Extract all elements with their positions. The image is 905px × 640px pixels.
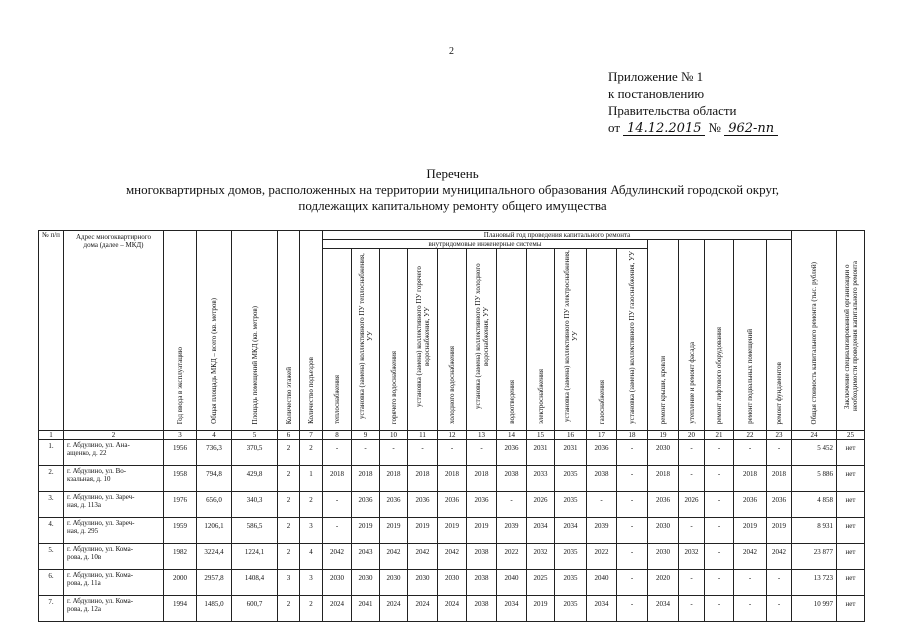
header-work-6	[467, 249, 497, 431]
row-number: 1.	[39, 440, 64, 466]
header-conclusion-text: Заключение специализированной организации о необходимости проведения капитального ремонта	[842, 261, 859, 412]
row-work-year: -	[705, 570, 734, 596]
column-number: 22	[734, 431, 767, 440]
row-work-year: 2018	[467, 466, 497, 492]
row-work-year: -	[679, 570, 705, 596]
table-row	[39, 440, 865, 466]
row-work-year: -	[352, 440, 380, 466]
header-work-1	[323, 249, 352, 431]
row-work-year: 2042	[767, 544, 792, 570]
row-work-year: 2019	[734, 518, 767, 544]
header-work-14	[705, 240, 734, 431]
column-number: 23	[767, 431, 792, 440]
row-number: 6.	[39, 570, 64, 596]
row-work-year: -	[617, 518, 648, 544]
row-address	[64, 518, 164, 544]
row-work-year: 2019	[352, 518, 380, 544]
row-work-year: -	[467, 440, 497, 466]
column-number: 19	[648, 431, 679, 440]
row-work-year: 2019	[380, 518, 408, 544]
row-year: 1956	[164, 440, 197, 466]
row-work-year: 2019	[527, 596, 555, 622]
table-row	[39, 466, 865, 492]
header-work-16	[767, 240, 792, 431]
handwritten-date: 14.12.2015	[623, 122, 705, 136]
column-number: 18	[617, 431, 648, 440]
column-number: 17	[587, 431, 617, 440]
header-work-5	[438, 249, 467, 431]
row-address	[64, 492, 164, 518]
row-work-year: 2042	[438, 544, 467, 570]
row-work-year: -	[734, 570, 767, 596]
row-entrances: 2	[300, 492, 323, 518]
row-entrances: 1	[300, 466, 323, 492]
header-work-11	[617, 249, 648, 431]
address-line-1: г. Абдулино, ул. Ана-	[67, 441, 130, 449]
row-work-year: 2042	[408, 544, 438, 570]
row-floors: 2	[278, 596, 300, 622]
row-total-area: 736,3	[197, 440, 232, 466]
row-premises-area: 586,5	[232, 518, 278, 544]
address-line-2: рова, д. 11а	[67, 579, 101, 587]
row-work-year: 2031	[527, 440, 555, 466]
row-work-year: -	[705, 492, 734, 518]
row-work-year: 2034	[648, 596, 679, 622]
row-work-year: 2024	[380, 596, 408, 622]
header-work-3-text: горячего водоснабжения	[389, 350, 398, 424]
row-address	[64, 544, 164, 570]
row-conclusion: нет	[837, 570, 865, 596]
appendix-line-1: Приложение № 1	[608, 69, 704, 84]
row-work-year: 2034	[497, 596, 527, 622]
header-floors	[278, 231, 300, 431]
address-line-1: г. Абдулино, ул. Кома-	[67, 597, 134, 605]
row-total-cost: 8 931	[792, 518, 837, 544]
column-number: 21	[705, 431, 734, 440]
row-work-year: 2018	[438, 466, 467, 492]
row-work-year: -	[497, 492, 527, 518]
row-work-year: 2026	[527, 492, 555, 518]
row-work-year: 2036	[648, 492, 679, 518]
row-address	[64, 440, 164, 466]
row-work-year: -	[323, 440, 352, 466]
appendix-line-2: к постановлению	[608, 86, 705, 101]
row-work-year: 2038	[497, 466, 527, 492]
row-work-year: 2038	[467, 570, 497, 596]
row-work-year: 2026	[679, 492, 705, 518]
row-work-year: 2041	[352, 596, 380, 622]
row-work-year: 2042	[323, 544, 352, 570]
row-floors: 2	[278, 440, 300, 466]
column-number: 20	[679, 431, 705, 440]
row-work-year: 2019	[767, 518, 792, 544]
number-label: №	[708, 120, 721, 135]
table-body	[39, 440, 865, 622]
row-year: 2000	[164, 570, 197, 596]
row-conclusion: нет	[837, 466, 865, 492]
row-work-year: -	[617, 596, 648, 622]
header-work-5-text: холодного водоснабжения	[448, 346, 456, 424]
header-total-area	[197, 231, 232, 431]
row-conclusion: нет	[837, 518, 865, 544]
row-conclusion: нет	[837, 492, 865, 518]
row-work-year: -	[679, 596, 705, 622]
row-work-year: -	[734, 440, 767, 466]
row-work-year: -	[617, 440, 648, 466]
address-line-2: ная, д. 295	[67, 527, 99, 535]
column-number: 11	[408, 431, 438, 440]
header-work-2-text: установка (замена) коллективного ПУ теплоснабжения, УУ	[357, 253, 374, 420]
row-address	[64, 596, 164, 622]
column-number: 7	[300, 431, 323, 440]
row-work-year: 2043	[352, 544, 380, 570]
header-year	[164, 231, 197, 431]
row-work-year: -	[679, 518, 705, 544]
header-work-4-text: установка (замена) коллективного ПУ горячего водоснабжения, УУ	[414, 266, 431, 407]
row-work-year: 2035	[555, 492, 587, 518]
header-work-8-text: электроснабжения	[536, 368, 545, 424]
address-line-2: ная, д. 113а	[67, 501, 101, 509]
header-premises-area-text: Площадь помещений МКД (кв. метров)	[250, 305, 259, 424]
row-work-year: 2038	[467, 596, 497, 622]
row-work-year: 2019	[438, 518, 467, 544]
column-number: 13	[467, 431, 497, 440]
title-line-3: подлежащих капитальному ремонту общего имущества	[298, 198, 607, 213]
row-number: 2.	[39, 466, 64, 492]
row-year: 1959	[164, 518, 197, 544]
row-entrances: 4	[300, 544, 323, 570]
document-title	[0, 166, 905, 214]
row-work-year: 2034	[527, 518, 555, 544]
row-work-year: 2019	[467, 518, 497, 544]
row-work-year: -	[617, 466, 648, 492]
row-premises-area: 1408,4	[232, 570, 278, 596]
row-work-year: 2018	[408, 466, 438, 492]
row-work-year: -	[679, 440, 705, 466]
column-number: 16	[555, 431, 587, 440]
column-number: 9	[352, 431, 380, 440]
row-work-year: -	[438, 440, 467, 466]
column-number: 4	[197, 431, 232, 440]
row-work-year: 2036	[587, 440, 617, 466]
row-work-year: -	[323, 518, 352, 544]
row-total-area: 656,0	[197, 492, 232, 518]
row-work-year: 2024	[323, 596, 352, 622]
header-work-9-text: установка (замена) коллективного ПУ электроснабжения, УУ	[562, 250, 579, 423]
header-total-cost	[792, 231, 837, 431]
row-work-year: 2036	[734, 492, 767, 518]
row-total-area: 1485,0	[197, 596, 232, 622]
table-row	[39, 544, 865, 570]
address-line-1: г. Абдулино, ул. Кома-	[67, 545, 134, 553]
row-work-year: 2030	[648, 440, 679, 466]
row-entrances: 3	[300, 570, 323, 596]
row-work-year: 2035	[555, 544, 587, 570]
row-conclusion: нет	[837, 596, 865, 622]
column-number: 15	[527, 431, 555, 440]
header-work-9	[555, 249, 587, 431]
row-floors: 2	[278, 518, 300, 544]
appendix-date-line	[608, 119, 778, 136]
row-work-year: 2024	[408, 596, 438, 622]
row-address	[64, 570, 164, 596]
row-work-year: 2040	[587, 570, 617, 596]
row-work-year: 2030	[648, 518, 679, 544]
column-number: 6	[278, 431, 300, 440]
row-work-year: -	[767, 596, 792, 622]
row-work-year: 2022	[587, 544, 617, 570]
column-number: 2	[64, 431, 164, 440]
row-work-year: 2034	[587, 596, 617, 622]
row-work-year: 2042	[380, 544, 408, 570]
row-work-year: -	[587, 492, 617, 518]
row-total-area: 2957,8	[197, 570, 232, 596]
row-work-year: 2038	[587, 466, 617, 492]
row-work-year: 2034	[555, 518, 587, 544]
row-total-area: 3224,4	[197, 544, 232, 570]
row-work-year: 2036	[467, 492, 497, 518]
row-total-cost: 5 886	[792, 466, 837, 492]
row-work-year: 2024	[438, 596, 467, 622]
header-work-13	[679, 240, 705, 431]
page-number: 2	[449, 46, 454, 57]
row-total-cost: 5 452	[792, 440, 837, 466]
row-work-year: 2035	[555, 570, 587, 596]
column-number: 8	[323, 431, 352, 440]
row-work-year: 2030	[352, 570, 380, 596]
row-work-year: 2042	[734, 544, 767, 570]
row-total-area: 794,8	[197, 466, 232, 492]
row-work-year: -	[705, 544, 734, 570]
header-work-14-text: ремонт лифтового оборудования	[715, 326, 723, 424]
column-number: 14	[497, 431, 527, 440]
row-number: 3.	[39, 492, 64, 518]
row-address	[64, 466, 164, 492]
row-work-year: 2030	[380, 570, 408, 596]
row-premises-area: 600,7	[232, 596, 278, 622]
header-work-2	[352, 249, 380, 431]
address-line-1: г. Абдулино, ул. Кома-	[67, 571, 134, 579]
address-line-2: рова, д. 10в	[67, 553, 102, 561]
row-work-year: 2033	[527, 466, 555, 492]
table-row	[39, 596, 865, 622]
column-number: 5	[232, 431, 278, 440]
title-line-1: Перечень	[426, 166, 479, 181]
row-work-year: 2036	[497, 440, 527, 466]
row-work-year: 2036	[408, 492, 438, 518]
header-work-6-text: установка (замена) коллективного ПУ холодного водоснабжения, УУ	[473, 263, 490, 410]
row-premises-area: 1224,1	[232, 544, 278, 570]
header-work-3	[380, 249, 408, 431]
header-floors-text: Количество этажей	[284, 366, 293, 424]
row-work-year: 2036	[380, 492, 408, 518]
header-work-11-text: установка (замена) коллективного ПУ газоснабжения, УУ	[628, 251, 636, 424]
row-total-cost: 10 997	[792, 596, 837, 622]
row-work-year: -	[617, 492, 648, 518]
row-work-year: -	[705, 596, 734, 622]
row-work-year: 2020	[648, 570, 679, 596]
row-work-year: -	[617, 570, 648, 596]
row-work-year: -	[408, 440, 438, 466]
row-work-year: 2031	[555, 440, 587, 466]
row-number: 7.	[39, 596, 64, 622]
row-work-year: 2018	[767, 466, 792, 492]
header-address: Адрес многоквартирного дома (далее – МКД)	[64, 231, 164, 431]
address-line-2: рова, д. 12а	[67, 605, 101, 613]
row-work-year: -	[705, 440, 734, 466]
column-number: 3	[164, 431, 197, 440]
handwritten-number: 962-пп	[724, 122, 778, 136]
row-work-year: 2018	[323, 466, 352, 492]
header-work-15-text: ремонт подвальных помещений	[746, 329, 754, 424]
header-entrances-text: Количество подъездов	[307, 357, 315, 424]
header-planned-year: Плановый год проведения капитального ремонта	[323, 231, 792, 240]
row-year: 1958	[164, 466, 197, 492]
row-floors: 2	[278, 544, 300, 570]
row-entrances: 2	[300, 440, 323, 466]
row-premises-area: 340,3	[232, 492, 278, 518]
row-work-year: 2030	[408, 570, 438, 596]
row-work-year: 2039	[587, 518, 617, 544]
header-entrances	[300, 231, 323, 431]
row-floors: 2	[278, 492, 300, 518]
row-work-year: -	[679, 466, 705, 492]
row-work-year: 2036	[352, 492, 380, 518]
header-work-4	[408, 249, 438, 431]
appendix-line-3: Правительства области	[608, 103, 737, 118]
header-work-12	[648, 240, 679, 431]
column-number: 24	[792, 431, 837, 440]
row-work-year: 2018	[380, 466, 408, 492]
header-total-area-text: Общая площадь МКД – всего (кв. метров)	[210, 298, 218, 424]
row-floors: 2	[278, 466, 300, 492]
row-work-year: -	[323, 492, 352, 518]
header-work-7	[497, 249, 527, 431]
row-number: 4.	[39, 518, 64, 544]
row-premises-area: 429,8	[232, 466, 278, 492]
row-work-year: -	[767, 570, 792, 596]
row-work-year: -	[380, 440, 408, 466]
row-work-year: 2035	[555, 596, 587, 622]
row-total-cost: 23 877	[792, 544, 837, 570]
row-work-year: 2039	[497, 518, 527, 544]
row-work-year: 2018	[352, 466, 380, 492]
row-work-year: 2032	[679, 544, 705, 570]
row-work-year: 2036	[438, 492, 467, 518]
address-line-1: г. Абдулино, ул. Зареч-	[67, 493, 135, 501]
address-line-1: г. Абдулино, ул. Зареч-	[67, 519, 135, 527]
row-work-year: 2036	[767, 492, 792, 518]
row-year: 1976	[164, 492, 197, 518]
row-work-year: 2035	[555, 466, 587, 492]
header-work-16-text: ремонт фундаментов	[775, 361, 783, 424]
row-work-year: -	[767, 440, 792, 466]
header-total-cost-text: Общая стоимость капитального ремонта (тыс. рублей)	[810, 261, 818, 424]
header-num: № п/п	[39, 231, 64, 431]
header-work-13-text: утепление и ремонт фасада	[687, 342, 696, 424]
row-premises-area: 370,5	[232, 440, 278, 466]
column-number: 12	[438, 431, 467, 440]
row-work-year: -	[617, 544, 648, 570]
row-total-area: 1206,1	[197, 518, 232, 544]
row-work-year: 2032	[527, 544, 555, 570]
column-numbers-row	[39, 431, 865, 440]
header-premises-area	[232, 231, 278, 431]
row-work-year: 2030	[648, 544, 679, 570]
row-work-year: 2025	[527, 570, 555, 596]
header-engineering: внутридомовые инженерные системы	[323, 240, 648, 249]
buildings-table	[38, 230, 865, 622]
address-line-2: кзальная, д. 10	[67, 475, 111, 483]
header-year-text: Год ввода в эксплуатацию	[176, 346, 184, 424]
row-total-cost: 4 858	[792, 492, 837, 518]
appendix-header	[608, 68, 778, 136]
row-work-year: 2040	[497, 570, 527, 596]
row-work-year: 2019	[408, 518, 438, 544]
column-number: 10	[380, 431, 408, 440]
title-line-2: многоквартирных домов, расположенных на территории муниципального образования Абдулинский городской округ,	[125, 182, 780, 197]
table-row	[39, 518, 865, 544]
row-number: 5.	[39, 544, 64, 570]
header-work-12-text: ремонт крыши, кровли	[659, 355, 667, 424]
from-label: от	[608, 120, 621, 135]
address-line-2: ащенко, д. 22	[67, 449, 107, 457]
row-conclusion: нет	[837, 440, 865, 466]
header-work-8	[527, 249, 555, 431]
row-work-year: -	[734, 596, 767, 622]
column-number: 1	[39, 431, 64, 440]
row-total-cost: 13 723	[792, 570, 837, 596]
row-work-year: 2018	[648, 466, 679, 492]
row-work-year: 2022	[497, 544, 527, 570]
header-work-15	[734, 240, 767, 431]
header-conclusion	[837, 231, 865, 431]
row-work-year: 2038	[467, 544, 497, 570]
row-year: 1982	[164, 544, 197, 570]
row-work-year: 2030	[323, 570, 352, 596]
table-row	[39, 492, 865, 518]
row-work-year: 2018	[734, 466, 767, 492]
row-conclusion: нет	[837, 544, 865, 570]
header-work-7-text: водоотведения	[507, 380, 516, 424]
header-work-1-text: теплоснабжения	[333, 375, 341, 424]
header-work-10	[587, 249, 617, 431]
header-work-10-text: газоснабжения	[597, 379, 606, 424]
column-number: 25	[837, 431, 865, 440]
table-row	[39, 570, 865, 596]
row-entrances: 3	[300, 518, 323, 544]
row-year: 1994	[164, 596, 197, 622]
row-entrances: 2	[300, 596, 323, 622]
row-floors: 3	[278, 570, 300, 596]
row-work-year: -	[705, 466, 734, 492]
row-work-year: 2030	[438, 570, 467, 596]
address-line-1: г. Абдулино, ул. Во-	[67, 467, 127, 475]
row-work-year: -	[705, 518, 734, 544]
